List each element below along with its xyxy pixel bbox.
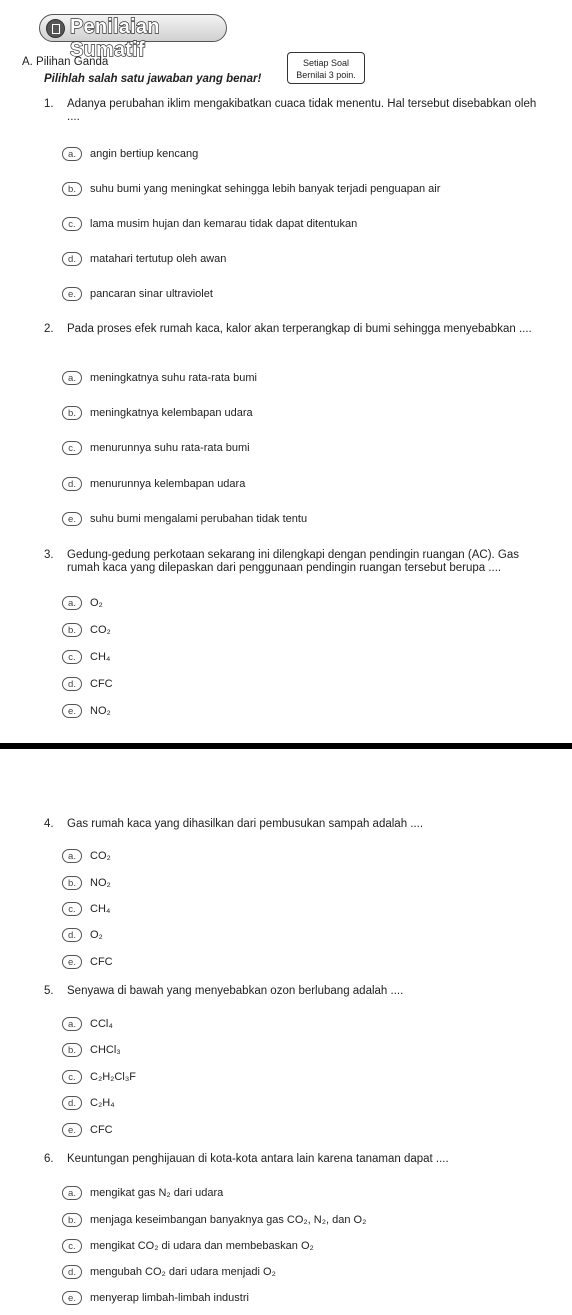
option-text: CCl₄ xyxy=(90,1018,113,1031)
option-text: lama musim hujan dan kemarau tidak dapat ditentukan xyxy=(90,218,358,231)
option-text: menurunnya kelembapan udara xyxy=(90,478,246,491)
option-letter: c. xyxy=(62,902,82,916)
option-5d[interactable] xyxy=(62,1095,115,1111)
question-number: 1. xyxy=(44,98,54,110)
question-number: 2. xyxy=(44,323,54,335)
option-4b[interactable] xyxy=(62,875,111,891)
option-text: suhu bumi yang meningkat sehingga lebih banyak terjadi penguapan air xyxy=(90,183,441,196)
option-6b[interactable] xyxy=(62,1212,366,1228)
option-3a[interactable] xyxy=(62,595,103,611)
option-1c[interactable] xyxy=(62,216,357,232)
option-2d[interactable] xyxy=(62,476,245,492)
question-number: 6. xyxy=(44,1153,54,1165)
option-text: CFC xyxy=(90,678,113,691)
option-letter: e. xyxy=(62,1123,82,1137)
option-text: C₂H₂Cl₃F xyxy=(90,1071,137,1084)
page-divider xyxy=(0,743,572,749)
document-icon xyxy=(46,19,65,38)
option-letter: c. xyxy=(62,1239,82,1253)
option-letter: a. xyxy=(62,371,82,385)
option-text: CO₂ xyxy=(90,850,111,863)
option-3b[interactable] xyxy=(62,622,111,638)
option-letter: c. xyxy=(62,1070,82,1084)
option-text: matahari tertutup oleh awan xyxy=(90,253,227,266)
option-1b[interactable] xyxy=(62,181,440,197)
question-number: 3. xyxy=(44,549,54,561)
option-text: menurunnya suhu rata-rata bumi xyxy=(90,442,250,455)
option-2e[interactable] xyxy=(62,511,307,527)
option-2a[interactable] xyxy=(62,370,257,386)
option-2c[interactable] xyxy=(62,440,250,456)
question-text: Gas rumah kaca yang dihasilkan dari pembusukan sampah adalah .... xyxy=(67,818,424,830)
option-letter: b. xyxy=(62,623,82,637)
option-text: O₂ xyxy=(90,597,103,610)
option-6e[interactable] xyxy=(62,1290,249,1306)
option-letter: b. xyxy=(62,182,82,196)
option-letter: c. xyxy=(62,441,82,455)
section-header xyxy=(39,14,227,61)
option-letter: c. xyxy=(62,217,82,231)
option-letter: d. xyxy=(62,1265,82,1279)
option-text: CHCl₃ xyxy=(90,1044,121,1057)
option-3c[interactable] xyxy=(62,649,110,665)
question-text: Keuntungan penghijauan di kota-kota antara lain karena tanaman dapat .... xyxy=(67,1153,449,1165)
option-4c[interactable] xyxy=(62,901,110,917)
option-6a[interactable] xyxy=(62,1185,223,1201)
score-line-2: Bernilai 3 poin. xyxy=(296,70,356,80)
option-2b[interactable] xyxy=(62,405,253,421)
option-text: mengikat gas N₂ dari udara xyxy=(90,1187,224,1200)
option-text: CO₂ xyxy=(90,624,111,637)
option-5c[interactable] xyxy=(62,1069,136,1085)
option-text: CH₄ xyxy=(90,903,111,916)
section-label: A. Pilihan Ganda xyxy=(22,56,109,68)
option-text: CFC xyxy=(90,956,113,969)
question-text: Pada proses efek rumah kaca, kalor akan terperangkap di bumi sehingga menyebabkan .... xyxy=(67,323,532,335)
option-letter: b. xyxy=(62,1213,82,1227)
option-letter: a. xyxy=(62,849,82,863)
option-letter: a. xyxy=(62,596,82,610)
option-text: NO₂ xyxy=(90,877,111,890)
instruction-text: Pilihlah salah satu jawaban yang benar! xyxy=(44,73,262,85)
option-letter: d. xyxy=(62,252,82,266)
option-text: suhu bumi mengalami perubahan tidak tentu xyxy=(90,513,308,526)
option-letter: b. xyxy=(62,1043,82,1057)
score-line-1: Setiap Soal xyxy=(302,58,350,68)
option-letter: e. xyxy=(62,704,82,718)
option-4d[interactable] xyxy=(62,927,103,943)
question-text: Gedung-gedung perkotaan sekarang ini dilengkapi dengan pendingin ruangan (AC). Gas rumah kaca yang dilepaskan dari penggunaan pendingin ruangan tersebut berupa .... xyxy=(67,549,520,574)
question-text: Adanya perubahan iklim mengakibatkan cuaca tidak menentu. Hal tersebut disebabkan oleh .... xyxy=(67,98,537,123)
option-text: menyerap limbah-limbah industri xyxy=(90,1292,249,1305)
option-text: mengubah CO₂ dari udara menjadi O₂ xyxy=(90,1266,276,1279)
option-letter: e. xyxy=(62,287,82,301)
option-6d[interactable] xyxy=(62,1264,276,1280)
option-1e[interactable] xyxy=(62,286,213,302)
option-text: mengikat CO₂ di udara dan membebaskan O₂ xyxy=(90,1240,314,1253)
question-number: 5. xyxy=(44,985,54,997)
option-letter: d. xyxy=(62,477,82,491)
option-text: CFC xyxy=(90,1124,113,1137)
option-text: meningkatnya suhu rata-rata bumi xyxy=(90,372,257,385)
option-3e[interactable] xyxy=(62,703,111,719)
option-text: CH₄ xyxy=(90,651,111,664)
score-box xyxy=(287,52,365,84)
option-5e[interactable] xyxy=(62,1122,113,1138)
option-text: angin bertiup kencang xyxy=(90,148,199,161)
option-letter: e. xyxy=(62,512,82,526)
option-letter: b. xyxy=(62,876,82,890)
option-letter: d. xyxy=(62,928,82,942)
option-letter: e. xyxy=(62,955,82,969)
option-letter: a. xyxy=(62,147,82,161)
option-3d[interactable] xyxy=(62,676,113,692)
option-letter: a. xyxy=(62,1017,82,1031)
option-4e[interactable] xyxy=(62,954,113,970)
option-letter: e. xyxy=(62,1291,82,1305)
option-4a[interactable] xyxy=(62,848,111,864)
option-1d[interactable] xyxy=(62,251,226,267)
option-text: meningkatnya kelembapan udara xyxy=(90,407,253,420)
option-1a[interactable] xyxy=(62,146,198,162)
question-text: Senyawa di bawah yang menyebabkan ozon berlubang adalah .... xyxy=(67,985,404,997)
option-letter: a. xyxy=(62,1186,82,1200)
option-5b[interactable] xyxy=(62,1042,121,1058)
option-letter: d. xyxy=(62,1096,82,1110)
option-text: NO₂ xyxy=(90,705,111,718)
question-number: 4. xyxy=(44,818,54,830)
option-letter: d. xyxy=(62,677,82,691)
option-letter: c. xyxy=(62,650,82,664)
option-text: pancaran sinar ultraviolet xyxy=(90,288,213,301)
page-title: Penilaian Sumatif xyxy=(70,16,160,61)
option-letter: b. xyxy=(62,406,82,420)
option-6c[interactable] xyxy=(62,1238,314,1254)
option-text: menjaga keseimbangan banyaknya gas CO₂, N₂, dan O₂ xyxy=(90,1214,367,1227)
option-text: C₂H₄ xyxy=(90,1097,115,1110)
option-5a[interactable] xyxy=(62,1016,113,1032)
option-text: O₂ xyxy=(90,929,103,942)
